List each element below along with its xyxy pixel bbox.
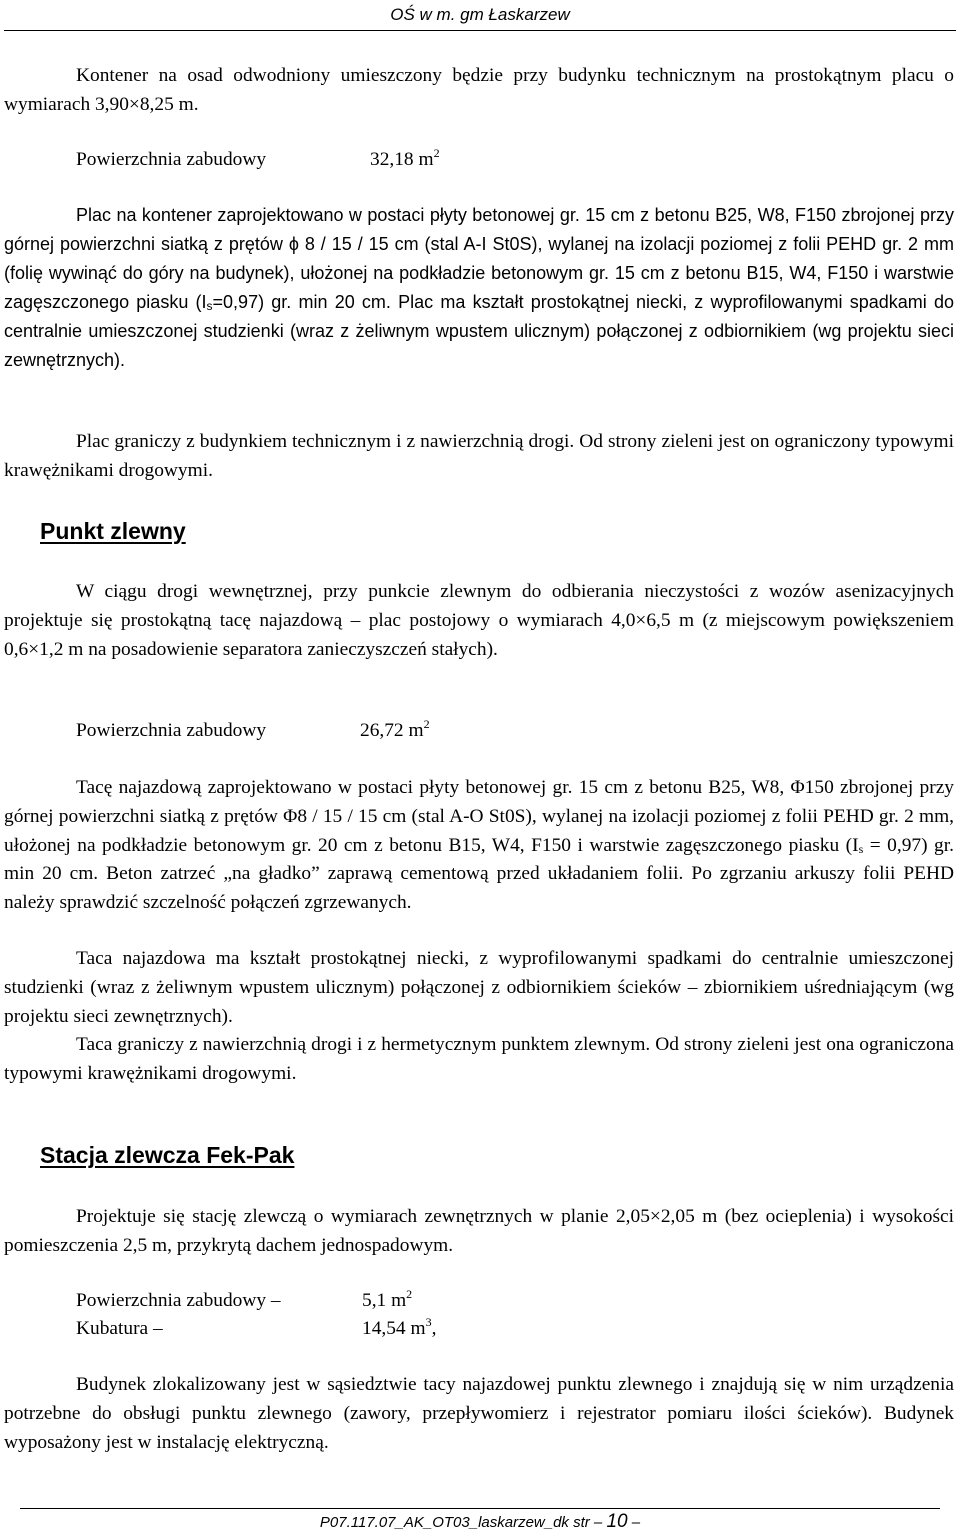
tray-shape-paragraph: Taca najazdowa ma kształt prostokątnej niecki, z wyprofilowanymi spadkami do centralnie umieszczonej studzienki (wraz z żeliwnym wpustem ulicznym) połączonej z odbiornikiem ścieków – zbiornikiem uśredniającym (wg projektu sieci zewnętrznych).	[4, 948, 954, 1027]
tray-border-paragraph: Taca graniczy z nawierzchnią drogi i z hermetycznym punktem zlewnym. Od strony zieleni jest ona ograniczona typowymi krawężnikami drogowymi.	[4, 1034, 954, 1084]
area-value: 26,72 $m^2$	[360, 717, 430, 741]
volume-row-station	[76, 1315, 437, 1343]
volume-label: Kubatura –	[76, 1318, 163, 1339]
header-title: OŚ w m. gm Łaskarzew	[390, 5, 570, 24]
area-value: 32,18 $m^2$	[370, 146, 440, 170]
station-paragraph: Projektuje się stację zlewczą o wymiarach zewnętrznych w planie 2,05×2,05 m (bez ocieplenia) i wysokości pomieszczenia 2,5 m, przykrytą dachem jednospadowym.	[4, 1206, 954, 1256]
page-number: 10	[606, 1511, 628, 1532]
area-row-dump-point	[76, 717, 430, 745]
container-border-paragraph: Plac graniczy z budynkiem technicznym i z nawierzchnią drogi. Od strony zieleni jest on ograniczony typowymi krawężnikami drogowymi.	[4, 431, 954, 481]
volume-value: 14,54 $m^3$,	[362, 1315, 437, 1339]
footer-doc-id: P07.117.07_AK_OT03_laskarzew_dk str –	[319, 1514, 603, 1531]
footer-dash: –	[631, 1514, 641, 1531]
area-label: Powierzchnia zabudowy	[76, 720, 267, 741]
area-value: 5,1 $m^2$	[362, 1287, 413, 1311]
container-plate-paragraph: Plac na kontener zaprojektowano w postaci płyty betonowej gr. 15 cm z betonu B25, W8, F150 zbrojonej przy górnej powierzchni siatką z prętów ϕ 8 / 15 / 15 cm (stal A-I St0S), wylanej na izolacji poziomej z folii PEHD gr. 2 mm (folię wywinąć do góry na budynek), ułożonej na podkładzie betonowym gr. 15 cm z betonu B15, W4, F150 i warstwie zagęszczonego piasku $(I_s=0,97)$ gr. min 20 cm. Plac ma kształt prostokątnej niecki, z wyprofilowanymi spadkami do centralnie umieszczonej studzienki (wraz z żeliwnym wpustem ulicznym) połączonej z odbiornikiem (wg projektu sieci zewnętrznych).	[4, 205, 954, 370]
area-label: Powierzchnia zabudowy –	[76, 1290, 281, 1311]
area-row-station	[76, 1287, 413, 1315]
dump-point-paragraph: W ciągu drogi wewnętrznej, przy punkcie zlewnym do odbierania nieczystości z wozów asenizacyjnych projektuje się prostokątną tacę najazdową – plac postojowy o wymiarach 4,0×6,5 m (z miejscowym powiększeniem 0,6×1,2 m na posadowienie separatora zanieczyszczeń stałych).	[4, 581, 954, 660]
area-row-container	[76, 146, 440, 174]
page-header	[4, 2, 956, 31]
station-equipment-paragraph: Budynek zlokalizowany jest w sąsiedztwie tacy najazdowej punktu zlewnego i znajdują się w nim urządzenia potrzebne do obsługi punktu zlewnego (zawory, przepływomierz i rejestrator pomiaru ilości ścieków). Budynek wyposażony jest w instalację elektryczną.	[4, 1374, 954, 1453]
section-heading-stacja-zlewcza: Stacja zlewcza Fek-Pak	[40, 1142, 295, 1168]
area-label: Powierzchnia zabudowy	[76, 149, 267, 170]
page-footer	[20, 1508, 940, 1535]
tray-construction-paragraph: Tacę najazdową zaprojektowano w postaci płyty betonowej gr. 15 cm z betonu B25, W8, Φ150 zbrojonej przy górnej powierzchni siatką z prętów Φ8 / 15 / 15 cm (stal A-O St0S), wylanej na izolacji poziomej z folii PEHD gr. 2 mm, ułożonej na podkładzie betonowym gr. 20 cm z betonu B15, W4, F150 i warstwie zagęszczonego piasku $(I_s = 0,97)$ gr. min 20 cm. Beton zatrzeć „na gładko” zaprawą cementową przed układaniem folii. Po zgrzaniu arkuszy folii PEHD należy sprawdzić szczelność połączeń zgrzewanych.	[4, 777, 954, 914]
container-paragraph: Kontener na osad odwodniony umieszczony będzie przy budynku technicznym na prostokątnym placu o wymiarach 3,90×8,25 m.	[4, 65, 954, 115]
section-heading-punkt-zlewny: Punkt zlewny	[40, 518, 186, 544]
